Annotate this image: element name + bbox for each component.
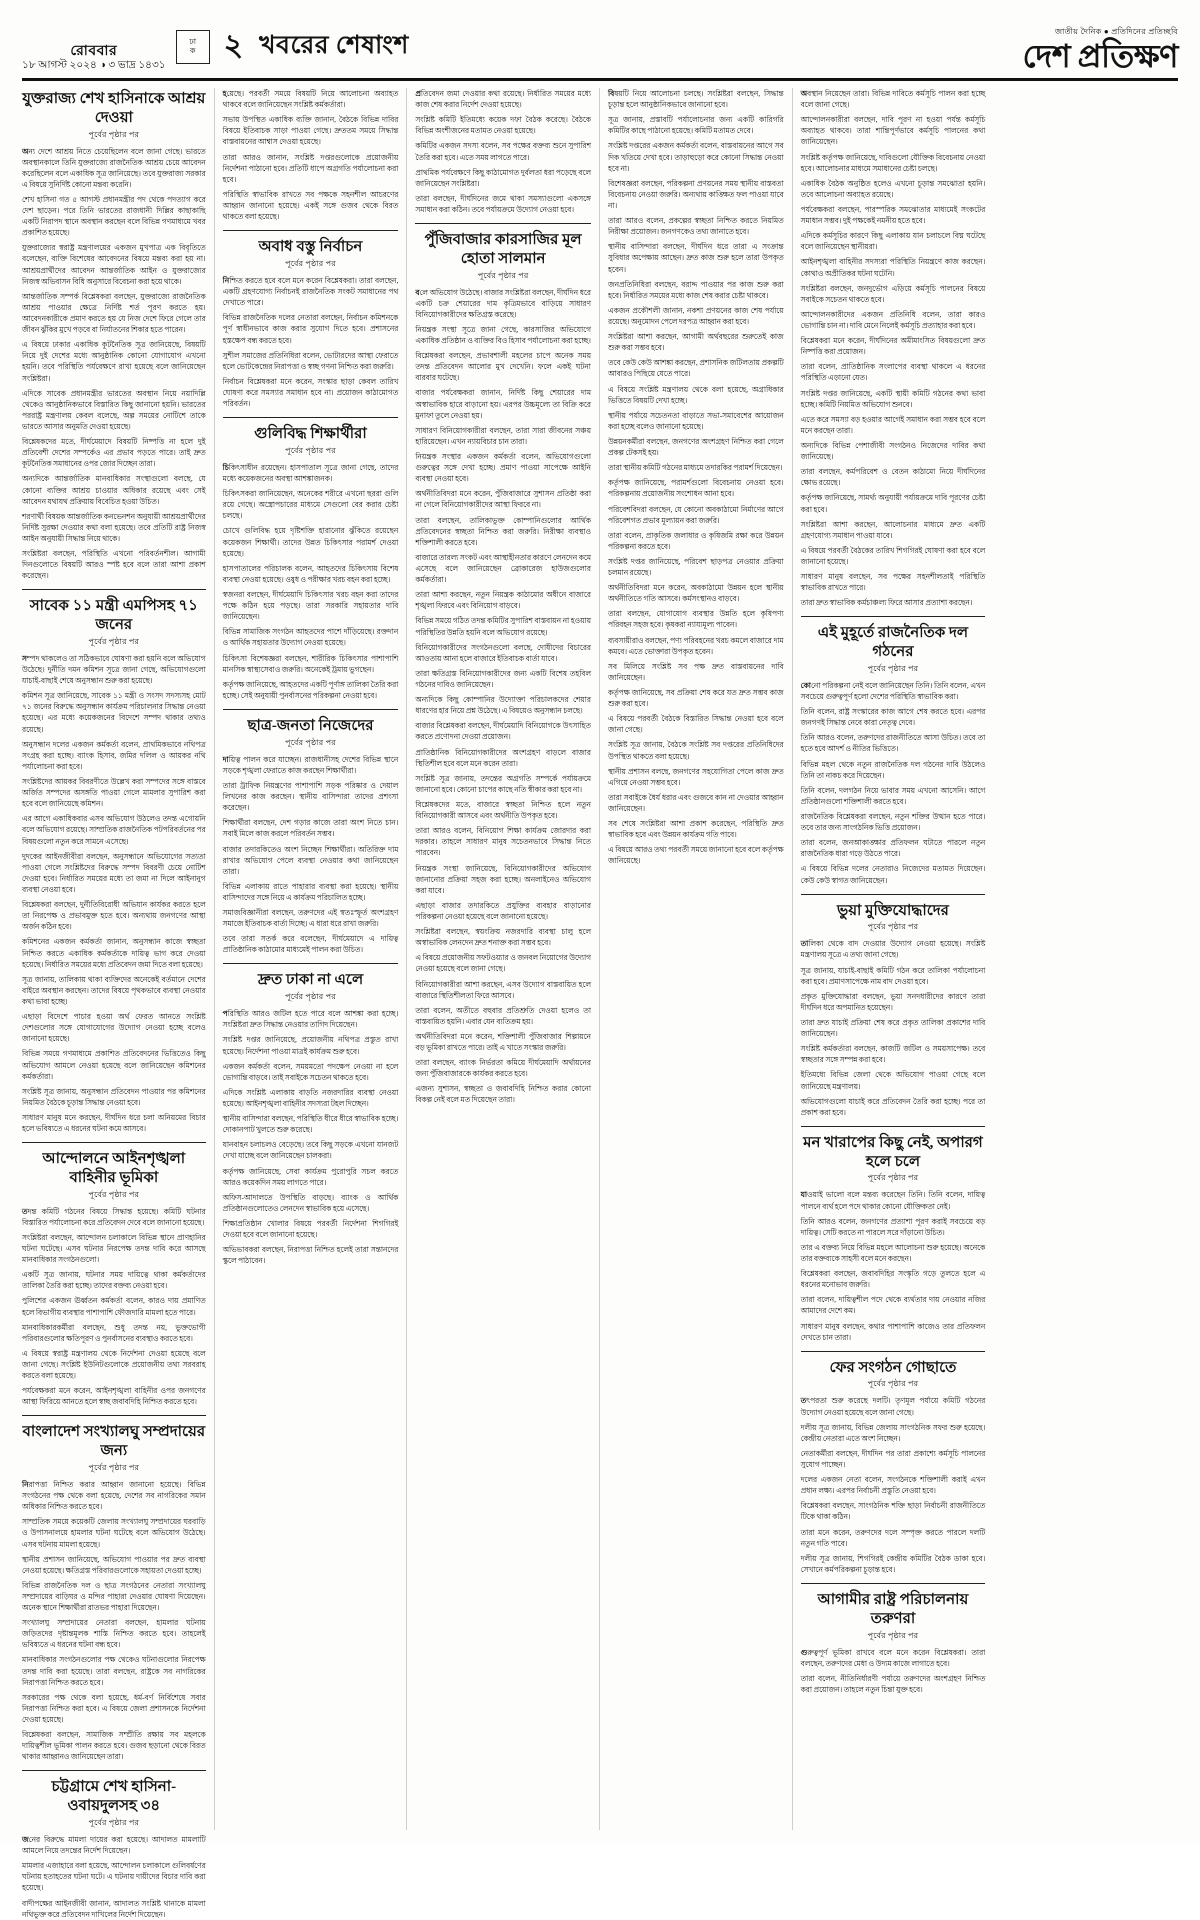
article-byline: পূর্বের পৃষ্ঠার পর xyxy=(867,663,919,673)
article-paragraph: তারা স্থানীয় কমিটি গঠনের মাধ্যমে তদারকির পরামর্শ দিয়েছেন। xyxy=(607,463,783,473)
article-paragraph: মানবাধিকারকর্মীরা বলছেন, শুধু তদন্ত নয়, ভুক্তভোগী পরিবারগুলোর ক্ষতিপূরণ ও পুনর্বাসনের ব্যবস্থাও করতে হবে। xyxy=(22,1322,206,1343)
article-paragraph: সংশ্লিষ্টরা বলছেন, আন্দোলন চলাকালে বিভিন্ন স্থানে প্রাণহানির ঘটনা ঘটেছে। এসব ঘটনার নিরপেক্ষ তদন্ত দাবি করে আসছে মানবাধিকার সংগঠনগুলো। xyxy=(22,1232,206,1265)
article-paragraph: একজন প্রকৌশলী জানান, নকশা প্রণয়নের কাজ শেষ পর্যায়ে রয়েছে। অনুমোদন পেলে দরপত্র আহ্বান করা হবে। xyxy=(607,305,784,326)
article-paragraph: রাজনৈতিক বিশ্লেষকরা বলছেন, নতুন শক্তির উত্থান হতে পারে। তবে তার জন্য সাংগঠনিক ভিত্তি প্রয়োজন। xyxy=(800,811,986,833)
article-paragraph: তার এ বক্তব্য নিয়ে বিভিন্ন মহলে আলোচনা শুরু হয়েছে। অনেকে তার বক্তব্যকে সাহসী বলে মনে করছেন। xyxy=(800,1242,986,1263)
article-paragraph: সংশ্লিষ্ট দপ্তরের একজন কর্মকর্তা বলেন, বাস্তবায়নের আগে সব দিক খতিয়ে দেখা হবে। তাড়াহুড়ো করে কোনো সিদ্ধান্ত নেওয়া হবে না। xyxy=(607,141,784,173)
article-paragraph: সংশ্লিষ্টরা বলছেন, জনদুর্ভোগ এড়িয়ে কর্মসূচি পালনের বিষয়ে সবাইকে সচেতন থাকতে হবে। xyxy=(800,283,986,304)
article-headline[interactable]: যুক্তরাজ্য শেখ হাসিনাকে আশ্রয় দেওয়া xyxy=(22,91,206,126)
article-byline: পূর্বের পৃষ্ঠার পর xyxy=(285,445,336,455)
article-paragraph: অন্য দেশে আশ্রয় নিতে চেয়েছিলেন বলে জানা গেছে। ভারতে অবস্থানকালে তিনি যুক্তরাজ্যে রাজনৈতিক আশ্রয় চেয়ে আবেদন করেছিলেন বলে একাধিক সূত্র জানিয়েছে। তবে যুক্তরাজ্য সরকার এ বিষয়ে সুনির্দিষ্ট কোনো মন্তব্য করেনি। xyxy=(22,146,206,189)
article-paragraph: কর্তৃপক্ষ জানিয়েছে, সব প্রক্রিয়া শেষ করে যত দ্রুত সম্ভব কাজ শুরু করা হবে। xyxy=(607,688,784,709)
article-paragraph: তারা বলছেন, তালিকাভুক্ত কোম্পানিগুলোর আর্থিক প্রতিবেদনের স্বচ্ছতা নিশ্চিত করা জরুরি। নিরীক্ষা ব্যবস্থাও শক্তিশালী করতে হবে। xyxy=(415,515,591,547)
article-paragraph: যুক্তরাজ্যের স্বরাষ্ট্র মন্ত্রণালয়ের একজন মুখপাত্র এক বিবৃতিতে বলেছেন, ব্যক্তি বিশেষের আবেদনের বিষয়ে মন্তব্য করা হয় না। আশ্রয়প্রার্থীদের আবেদন আন্তর্জাতিক আইন ও যুক্তরাজ্যের নিজস্ব অভিবাসন বিধি অনুসারে বিবেচনা করা হয়ে থাকে। xyxy=(22,243,206,286)
edition-badge-line2: ক xyxy=(189,45,196,55)
article-paragraph: সরকারের পক্ষ থেকে বলা হয়েছে, ধর্ম-বর্ণ নির্বিশেষে সবার নিরাপত্তা নিশ্চিত করা হবে। এ বিষয়ে জেলা প্রশাসনকে নির্দেশনা দেওয়া হয়েছে। xyxy=(22,1692,206,1725)
article-paragraph: স্বজনরা বলছেন, দীর্ঘমেয়াদি চিকিৎসার খরচ বহন করা তাদের পক্ষে কঠিন হয়ে পড়ছে। তারা সরকারি সহায়তার দাবি জানিয়েছেন। xyxy=(222,590,399,622)
article-paragraph: একাধিক বৈঠক অনুষ্ঠিত হলেও এখনো চূড়ান্ত সমঝোতা হয়নি। তবে আলোচনা অব্যাহত রয়েছে। xyxy=(800,178,986,199)
article-paragraph: কর্তৃপক্ষ জানিয়েছে, সামর্থ্য অনুযায়ী পর্যায়ক্রমে দাবি পূরণের চেষ্টা করা হবে। xyxy=(800,493,986,514)
article-paragraph: নিয়ন্ত্রক সংস্থার একজন কর্মকর্তা বলেন, অভিযোগগুলো গুরুত্বের সঙ্গে দেখা হচ্ছে। প্রমাণ পাওয়া সাপেক্ষে আইনি ব্যবস্থা নেওয়া হবে। xyxy=(415,452,591,484)
article-paragraph: নিশ্চিত করতে হবে বলে মনে করেন বিশ্লেষকরা। তারা বলছেন, একটি গ্রহণযোগ্য নির্বাচনই রাজনৈতিক সংকট সমাধানের পথ দেখাতে পারে। xyxy=(222,275,399,308)
article-paragraph: বিষয়টি নিয়ে আলোচনা চলছে। সংশ্লিষ্টরা বলছেন, সিদ্ধান্ত চূড়ান্ত হলে আনুষ্ঠানিকভাবে জানানো হবে। xyxy=(607,89,784,110)
article-paragraph: ইতিমধ্যে বিভিন্ন জেলা থেকে অভিযোগ পাওয়া গেছে বলে জানিয়েছে মন্ত্রণালয়। xyxy=(800,1070,986,1091)
article-paragraph: দলের একজন নেতা বলেন, সংগঠনকে শক্তিশালী করাই এখন প্রধান লক্ষ্য। এরপর নির্বাচনী প্রস্তুতি নেওয়া হবে। xyxy=(800,1475,986,1496)
article-paragraph: সংশ্লিষ্ট কর্তৃপক্ষ জানিয়েছে, দাবিগুলো যৌক্তিক বিবেচনায় নেওয়া হবে। আলোচনার মাধ্যমে সমাধানের চেষ্টা চলছে। xyxy=(800,152,986,173)
article-paragraph: এদিকে সংশ্লিষ্ট এলাকায় বাড়তি নজরদারির ব্যবস্থা নেওয়া হয়েছে। আইনশৃঙ্খলা বাহিনীর সদস্যরা টহল দিচ্ছেন। xyxy=(222,1087,399,1108)
article-paragraph: এ বিষয়ে প্রয়োজনীয় সফটওয়্যার ও জনবল নিয়োগের উদ্যোগ নেওয়া হয়েছে বলে জানা গেছে। xyxy=(415,953,591,974)
article-paragraph: বিশ্লেষকদের মতে, দীর্ঘমেয়াদে বিষয়টি নিষ্পত্তি না হলে দুই প্রতিবেশী দেশের সম্পর্কেও এর প্রভাব পড়তে পারে। তাই দ্রুত কূটনৈতিক সমাধানের ওপর জোর দিচ্ছেন তারা। xyxy=(22,437,206,469)
article-paragraph: কমিটির একজন সদস্য বলেন, সব পক্ষের বক্তব্য শুনে সুপারিশ তৈরি করা হবে। এতে সময় লাগতে পারে। xyxy=(415,141,591,162)
article-paragraph: সংশ্লিষ্টরা বলছেন, পরিস্থিতি এখনো পরিবর্তনশীল। আগামী দিনগুলোতে বিষয়টি আরও স্পষ্ট হবে বলে তারা আশা প্রকাশ করেছেন। xyxy=(22,549,206,581)
article-paragraph: পুলিশের একজন ঊর্ধ্বতন কর্মকর্তা বলেন, কারও দায় প্রমাণিত হলে বিভাগীয় ব্যবস্থার পাশাপাশি ফৌজদারি মামলা হতে পারে। xyxy=(22,1296,206,1317)
article-paragraph: চিকিৎসকরা জানিয়েছেন, অনেকের শরীরে এখনো ছররা গুলি রয়ে গেছে। অস্ত্রোপচারের মাধ্যমে সেগুলো বের করার চেষ্টা চলছে। xyxy=(222,489,399,521)
article-paragraph: তারা বলছেন, যোগাযোগ ব্যবস্থার উন্নতি হলে কৃষিপণ্য পরিবহন সহজ হবে। কৃষকরা ন্যায্যমূল্য পাবেন। xyxy=(607,609,784,630)
article-paragraph: সংখ্যালঘু সম্প্রদায়ের নেতারা বলছেন, হামলার ঘটনায় জড়িতদের দৃষ্টান্তমূলক শাস্তি নিশ্চিত করতে হবে। তাহলেই ভবিষ্যতে এ ধরনের ঘটনা বন্ধ হবে। xyxy=(22,1618,206,1650)
article-headline[interactable]: এই মুহূর্তে রাজনৈতিক দল গঠনের xyxy=(801,616,986,662)
article-paragraph: কর্তৃপক্ষ জানিয়েছে, সেবা কার্যক্রম পুরোপুরি সচল করতে আরও কয়েকদিন সময় লাগতে পারে। xyxy=(222,1166,399,1187)
article-paragraph: স্থানীয় প্রশাসন জানিয়েছে, অভিযোগ পাওয়ার পর দ্রুত ব্যবস্থা নেওয়া হয়েছে। ক্ষতিগ্রস্ত পরিবারগুলোকে সহায়তা দেওয়া হচ্ছে। xyxy=(22,1554,206,1575)
article-paragraph: তারা সবাইকে ধৈর্য ধরার এবং গুজবে কান না দেওয়ার আহ্বান জানিয়েছেন। xyxy=(607,792,784,814)
article-paragraph: শিক্ষার্থীরা বলছেন, দেশ গড়ার কাজে তারা অংশ নিতে চান। সবাই মিলে কাজ করলে পরিবর্তন সম্ভব। xyxy=(222,818,399,839)
article-byline: পূর্বের পৃষ্ঠার পর xyxy=(867,1630,919,1640)
article-paragraph: পর্যবেক্ষকরা বলছেন, পারস্পরিক সমঝোতার মাধ্যমেই সংকটের সমাধান সম্ভব। দুই পক্ষকেই নমনীয় হতে হবে। xyxy=(800,204,986,226)
article-paragraph: অর্থনীতিবিদরা মনে করেন, অবকাঠামো উন্নয়ন হলে স্থানীয় অর্থনীতিতে গতি আসবে। কর্মসংস্থানও বাড়বে। xyxy=(607,583,784,604)
article-headline[interactable]: মন খারাপের কিছু নেই, অপারগ হলে চলে xyxy=(801,1126,986,1172)
article-paragraph: বিশ্লেষকরা বলছেন, সাংগঠনিক শক্তি ছাড়া নির্বাচনী রাজনীতিতে টিকে থাকা কঠিন। xyxy=(800,1501,986,1522)
article-paragraph: পর্যবেক্ষকরা মনে করেন, আইনশৃঙ্খলা বাহিনীর ওপর জনগণের আস্থা ফিরিয়ে আনতে হলে স্বচ্ছ জবাবদিহি নিশ্চিত করতে হবে। xyxy=(22,1386,206,1407)
article-paragraph: বিভিন্ন রাজনৈতিক দল ও ছাত্র সংগঠনের নেতারা সংখ্যালঘু সম্প্রদায়ের বাড়িঘর ও মন্দির পাহারা দেওয়ার ঘোষণা দিয়েছেন। অনেক স্থানে শিক্ষার্থীরা রাতভর পাহারা দিয়েছেন। xyxy=(22,1580,206,1613)
article-paragraph: তবে কেউ কেউ আশঙ্কা করছেন, প্রশাসনিক জটিলতায় প্রকল্পটি আবারও পিছিয়ে যেতে পারে। xyxy=(607,358,784,379)
article-paragraph: এ বিষয়ে স্বরাষ্ট্র মন্ত্রণালয় থেকে নির্দেশনা দেওয়া হয়েছে বলে জানা গেছে। সংশ্লিষ্ট ইউনিটগুলোকে প্রয়োজনীয় তথ্য সরবরাহ করতে বলা হয়েছে। xyxy=(22,1348,206,1381)
article-paragraph: যাওয়াই ভালো বলে মন্তব্য করেছেন তিনি। তিনি বলেন, দায়িত্ব পালনে ব্যর্থ হলে পদে থাকার কোনো যৌক্তিকতা নেই। xyxy=(800,1190,986,1211)
article-paragraph: পরিস্থিতি স্বাভাবিক রাখতে সব পক্ষকে সহনশীল আচরণের আহ্বান জানানো হয়েছে। একই সঙ্গে গুজব থেকে বিরত থাকতে বলা হয়েছে। xyxy=(222,189,399,222)
article-paragraph: বাজার বিশ্লেষকরা বলছেন, দীর্ঘমেয়াদি বিনিয়োগকে উৎসাহিত করতে প্রণোদনা দেওয়া প্রয়োজন। xyxy=(415,721,591,742)
article-paragraph: তারা দ্রুত যাচাই প্রক্রিয়া শেষ করে প্রকৃত তালিকা প্রকাশের দাবি জানিয়েছেন। xyxy=(800,1018,986,1039)
article-paragraph: বাজারে তারল্য সংকট এবং আস্থাহীনতার কারণে লেনদেন কমে এসেছে বলে জানিয়েছেন ব্রোকারেজ হাউজগুলোর কর্মকর্তারা। xyxy=(415,552,591,585)
article-paragraph: তিনি আরও বলেন, জনগণের প্রত্যাশা পূরণ করাই সবচেয়ে বড় দায়িত্ব। সেটি করতে না পারলে সরে দাঁড়ানো উচিত। xyxy=(800,1216,986,1237)
article-byline: পূর্বের পৃষ্ঠার পর xyxy=(285,992,336,1002)
masthead-right xyxy=(1022,26,1178,72)
article-paragraph: সংশ্লিষ্টরা আশা করছেন, আলোচনার মাধ্যমে দ্রুত একটি গ্রহণযোগ্য সমাধান পাওয়া যাবে। xyxy=(800,519,986,540)
masthead-tagline: জাতীয় দৈনিক ● প্রতিদিনের প্রতিচ্ছবি xyxy=(1054,27,1178,36)
article-paragraph: তিনি বলেন, রাষ্ট্র সংস্কারের কাজ আগে শেষ করতে হবে। এরপর জনগণই সিদ্ধান্ত নেবে কারা নেতৃত্ব দেবে। xyxy=(800,707,986,728)
article-paragraph: তারা আশা করছেন, নতুন নিয়ন্ত্রক কাঠামোর অধীনে বাজারে শৃঙ্খলা ফিরবে এবং বিনিয়োগ বাড়বে। xyxy=(415,590,591,611)
article-paragraph: সব মিলিয়ে সংশ্লিষ্ট সব পক্ষ দ্রুত বাস্তবায়নের দাবি জানিয়েছেন। xyxy=(607,661,784,682)
article-paragraph: অর্থনীতিবিদরা মনে করেন, শক্তিশালী পুঁজিবাজার শিল্পায়নে বড় ভূমিকা রাখতে পারে। তাই এ খাতে সংস্কার জরুরি। xyxy=(415,1031,591,1053)
page-number: ২ xyxy=(223,29,244,62)
article-paragraph: সাধারণ বিনিয়োগকারীরা বলছেন, তারা সারা জীবনের সঞ্চয় হারিয়েছেন। এখন ন্যায়বিচার চান তারা। xyxy=(415,425,591,446)
article-paragraph: বলে অভিযোগ উঠেছে। বাজার সংশ্লিষ্টরা বলছেন, দীর্ঘদিন ধরে একটি চক্র শেয়ারের দাম কৃত্রিমভাবে বাড়িয়ে সাধারণ বিনিয়োগকারীদের ক্ষতিগ্রস্ত করেছে। xyxy=(415,287,591,319)
article-paragraph: আন্দোলনকারীরা বলছেন, দাবি পূরণ না হওয়া পর্যন্ত কর্মসূচি অব্যাহত থাকবে। তারা শান্তিপূর্ণভাবে কর্মসূচি পালনের কথা জানিয়েছেন। xyxy=(800,115,986,147)
article-paragraph: কর্তৃপক্ষ জানিয়েছে, আহতদের একটি পূর্ণাঙ্গ তালিকা তৈরি করা হচ্ছে। সেই অনুযায়ী পুনর্বাসনের পরিকল্পনা নেওয়া হবে। xyxy=(222,679,399,700)
article-headline[interactable]: অবাধ বস্তু নির্বাচন xyxy=(223,230,399,257)
article-byline: পূর্বের পৃষ্ঠার পর xyxy=(477,270,529,280)
section-title: খবরের শেষাংশ xyxy=(259,32,409,59)
article-paragraph: এতে করে সমস্যা বড় হওয়ার আগেই সমাধান করা সম্ভব হবে বলে মনে করছেন তারা। xyxy=(800,414,986,435)
article-paragraph: নিয়ন্ত্রক সংস্থা জানিয়েছে, বিনিয়োগকারীদের অভিযোগ জানানোর প্রক্রিয়া সহজ করা হচ্ছে। অনলাইনেও অভিযোগ করা যাবে। xyxy=(415,863,591,895)
article-paragraph: সংশ্লিষ্ট কর্মকর্তারা বলছেন, কাজটি জটিল ও সময়সাপেক্ষ। তবে স্বচ্ছতার সঙ্গে সম্পন্ন করা হবে। xyxy=(800,1044,986,1065)
article-paragraph: অর্থনীতিবিদরা মনে করেন, পুঁজিবাজারে সুশাসন প্রতিষ্ঠা করা না গেলে বিনিয়োগকারীদের আস্থা ফিরবে না। xyxy=(415,489,591,510)
article-paragraph: পরিস্থিতি আরও জটিল হতে পারে বলে আশঙ্কা করা হচ্ছে। সংশ্লিষ্টরা দ্রুত সিদ্ধান্ত নেওয়ার তাগিদ দিয়েছেন। xyxy=(222,1009,399,1030)
masthead-dateblock xyxy=(22,44,166,72)
article-paragraph: বিশেষজ্ঞরা বলছেন, পরিকল্পনা প্রণয়নের সময় স্থানীয় বাস্তবতা বিবেচনায় নেওয়া জরুরি। অন্যথায় কাঙ্ক্ষিত ফল পাওয়া যাবে না। xyxy=(607,178,784,210)
masthead-day: রোববার xyxy=(70,43,118,59)
article-paragraph: সূত্র জানায়, প্রস্তাবটি পর্যালোচনার জন্য একটি কারিগরি কমিটির কাছে পাঠানো হয়েছে। কমিটি মতামত দেবে। xyxy=(607,115,784,136)
article-paragraph: সাধারণ মানুষ বলছেন, কথার পাশাপাশি কাজেও তার প্রতিফলন দেখতে চান তারা। xyxy=(800,1321,986,1342)
article-paragraph: বাজার তদারকিতেও অংশ নিচ্ছেন শিক্ষার্থীরা। অতিরিক্ত দাম রাখার অভিযোগ পেলে ব্যবস্থা নেওয়ার কথা জানিয়েছেন তারা। xyxy=(222,844,399,876)
article-paragraph: সংশ্লিষ্ট দপ্তর জানিয়েছে, প্রয়োজনীয় নথিপত্র প্রস্তুত রাখা হয়েছে। নির্দেশনা পাওয়া মাত্রই কার্যক্রম শুরু হবে। xyxy=(222,1035,399,1056)
article-paragraph: দুদকের আইনজীবীরা বলছেন, অনুসন্ধানে অভিযোগের সত্যতা পাওয়া গেলে সংশ্লিষ্টদের বিরুদ্ধে সম্পদ বিবরণী চেয়ে নোটিশ দেওয়া হবে। নির্ধারিত সময়ের মধ্যে তা জমা না দিলে আইনানুগ ব্যবস্থা নেওয়া হবে। xyxy=(22,851,206,895)
article-paragraph: একজন কর্মকর্তা বলেন, সময়মতো পদক্ষেপ নেওয়া না হলে ভোগান্তি বাড়বে। তাই সবাইকে সচেতন থাকতে হবে। xyxy=(222,1061,399,1082)
article-paragraph: সংশ্লিষ্ট দপ্তর জানিয়েছে, একটি স্থায়ী কমিটি গঠনের কথা ভাবা হচ্ছে। কমিটি নিয়মিত অভিযোগ শুনবে। xyxy=(800,388,986,409)
article-paragraph: তারা বলেন, অতীতে বহুবার প্রতিশ্রুতি দেওয়া হলেও তা বাস্তবায়িত হয়নি। এবার যেন ব্যতিক্রম হয়। xyxy=(415,1005,591,1026)
article-columns xyxy=(22,88,1178,1919)
article-paragraph: অন্যদিকে আন্তর্জাতিক মানবাধিকার সংস্থাগুলো বলছে, যে কোনো ব্যক্তির আশ্রয় চাওয়ার অধিকার রয়েছে এবং সেই আবেদন যথাযথ প্রক্রিয়ায় বিবেচিত হওয়া উচিত। xyxy=(22,474,206,506)
article-paragraph: কর্তৃপক্ষ জানিয়েছে, পরামর্শগুলো বিবেচনায় নেওয়া হবে। পরিকল্পনায় প্রয়োজনীয় সংশোধন আনা হবে। xyxy=(607,478,784,499)
article-paragraph: সভায় উপস্থিত একাধিক ব্যক্তি জানান, বৈঠকে বিভিন্ন দাবির বিষয়ে ইতিবাচক সাড়া পাওয়া গেছে। দ্রুততম সময়ে সিদ্ধান্ত বাস্তবায়নের আশ্বাস দেওয়া হয়েছে। xyxy=(222,115,399,147)
article-paragraph: অন্যদিকে কিছু কোম্পানির উদ্যোক্তা পরিচালকদের শেয়ার ধারণের হার নিয়ে প্রশ্ন উঠেছে। এ বিষয়েও অনুসন্ধান চলছে। xyxy=(415,695,591,716)
article-paragraph: বিভিন্ন সামাজিক সংগঠন আহতদের পাশে দাঁড়িয়েছে। রক্তদান ও আর্থিক সহায়তার উদ্যোগ নেওয়া হয়েছে। xyxy=(222,627,399,648)
column-3 xyxy=(407,88,600,1830)
edition-badge-line1: ঢা xyxy=(189,37,197,47)
article-paragraph: বিশ্লেষকরা বলছেন, দুর্নীতিবিরোধী অভিযান কার্যকর করতে হলে তা নিরপেক্ষ ও প্রভাবমুক্ত হতে হবে। অন্যথায় জনগণের আস্থা অর্জন কঠিন হবে। xyxy=(22,900,206,932)
article-paragraph: দলীয় সূত্র জানায়, বিভিন্ন জেলায় সাংগঠনিক সফর শুরু হয়েছে। কেন্দ্রীয় নেতারা এতে অংশ নিচ্ছেন। xyxy=(800,1422,986,1443)
article-byline: পূর্বের পৃষ্ঠার পর xyxy=(285,258,336,268)
article-paragraph: এ বিষয়ে সংশ্লিষ্ট মন্ত্রণালয় থেকে বলা হয়েছে, অগ্রাধিকার ভিত্তিতে বিষয়টি দেখা হচ্ছে। xyxy=(607,384,784,405)
article-paragraph: সংশ্লিষ্ট কমিটি ইতিমধ্যে কয়েক দফা বৈঠক করেছে। বৈঠকে বিভিন্ন অংশীজনের মতামত নেওয়া হয়েছে। xyxy=(415,115,591,136)
column-1 xyxy=(22,88,215,1919)
article-paragraph: নিয়ন্ত্রক সংস্থা সূত্রে জানা গেছে, কারসাজির অভিযোগে একাধিক প্রতিষ্ঠান ও ব্যক্তির বিও হিসাব পর্যালোচনা করা হচ্ছে। xyxy=(415,324,591,346)
article-paragraph: তারা বলেন, প্রাকৃতিক জলাধার ও কৃষিজমি রক্ষা করে উন্নয়ন পরিকল্পনা করতে হবে। xyxy=(607,530,784,551)
article-paragraph: বিশ্লেষকরা বলছেন, জবাবদিহির সংস্কৃতি গড়ে তুলতে হলে এ ধরনের মনোভাব জরুরি। xyxy=(800,1269,986,1290)
article-paragraph: সাধারণ মানুষ মনে করছেন, দীর্ঘদিন ধরে চলা অনিয়মের বিচার হলে ভবিষ্যতে এ ধরনের ঘটনা কমে আসবে। xyxy=(22,1112,206,1134)
article-paragraph: সংশ্লিষ্টরা বলছেন, স্বয়ংক্রিয় নজরদারি ব্যবস্থা চালু হলে অস্বাভাবিক লেনদেন দ্রুত শনাক্ত করা সম্ভব হবে। xyxy=(415,927,591,948)
article-byline: পূর্বের পৃষ্ঠার পর xyxy=(867,1379,919,1389)
article-paragraph: এ বিষয়ে ঢাকার একাধিক কূটনৈতিক সূত্র জানিয়েছে, বিষয়টি নিয়ে দুই দেশের মধ্যে আনুষ্ঠানিক কোনো যোগাযোগ এখনো হয়নি। তবে পরিস্থিতি পর্যবেক্ষণে রাখা হয়েছে বলে জানিয়েছেন সংশ্লিষ্টরা। xyxy=(22,340,206,383)
article-headline[interactable]: ফের সংগঠন গোছাতে xyxy=(801,1351,986,1378)
article-paragraph: সূত্র জানায়, তালিকায় থাকা ব্যক্তিদের অনেকেই বর্তমানে দেশের বাইরে অবস্থান করছেন। তাদের বিষয়ে পৃথকভাবে ব্যবস্থা নেওয়ার কথা ভাবা হচ্ছে। xyxy=(22,974,206,1006)
article-paragraph: স্থানীয় প্রশাসন বলছে, জনগণের সহযোগিতা পেলে কাজ দ্রুত এগিয়ে নেওয়া সম্ভব হবে। xyxy=(607,766,784,787)
article-paragraph: সম্পদ থাকলেও তা সঠিকভাবে ঘোষণা করা হয়নি বলে অভিযোগ উঠেছে। দুর্নীতি দমন কমিশন সূত্রে জানা গেছে, অভিযোগগুলো যাচাই-বাছাই শেষে অনুসন্ধান শুরু করা হয়েছে। xyxy=(22,653,206,686)
article-byline: পূর্বের পৃষ্ঠার পর xyxy=(867,1173,919,1183)
article-paragraph: সংশ্লিষ্ট সূত্র জানায়, অনুসন্ধান প্রতিবেদন পাওয়ার পর কমিশনের নিয়মিত বৈঠকে চূড়ান্ত সিদ্ধান্ত নেওয়া হবে। xyxy=(22,1086,206,1107)
article-paragraph: তিনি বলেন, দলগঠন নিয়ে ভাবার সময় এখনো আসেনি। আগে প্রতিষ্ঠানগুলো শক্তিশালী করতে হবে। xyxy=(800,785,986,806)
article-headline[interactable]: বাংলাদেশ সংখ্যালঘু সম্প্রদায়ের জন্য xyxy=(22,1415,206,1461)
article-paragraph: শিক্ষাপ্রতিষ্ঠান খোলার বিষয়ে পরবর্তী নির্দেশনা শিগগিরই দেওয়া হবে বলে জানানো হয়েছে। xyxy=(222,1218,399,1240)
article-paragraph: যানবাহন চলাচলও বেড়েছে। তবে কিছু সড়কে এখনো যানজট দেখা যাচ্ছে বলে জানিয়েছেন চালকরা। xyxy=(222,1140,399,1161)
article-headline[interactable]: আন্দোলনে আইনশৃঙ্খলা বাহিনীর ভূমিকা xyxy=(22,1142,206,1188)
article-headline[interactable]: সাবেক ১১ মন্ত্রী এমপিসহ ৭১ জনের xyxy=(22,589,206,635)
masthead xyxy=(22,18,1178,81)
article-paragraph: তারা বলছেন, দীর্ঘদিনের জমে থাকা সমস্যাগুলো একসঙ্গে সমাধান করা কঠিন। তবে পর্যায়ক্রমে উদ্যোগ নেওয়া হবে। xyxy=(415,193,591,214)
article-paragraph: দলীয় সূত্র জানায়, শিগগিরই কেন্দ্রীয় কমিটির বৈঠক ডাকা হবে। সেখানে কর্মপরিকল্পনা চূড়ান্ত হবে। xyxy=(800,1553,986,1574)
article-paragraph: প্রাতিষ্ঠানিক বিনিয়োগকারীদের অংশগ্রহণ বাড়লে বাজার স্থিতিশীল হবে বলে মনে করেন তারা। xyxy=(415,747,591,768)
article-paragraph: নেতাকর্মীরা বলছেন, দীর্ঘদিন পর তারা প্রকাশ্যে কর্মসূচি পালনের সুযোগ পাচ্ছেন। xyxy=(800,1448,986,1470)
article-paragraph: প্রাথমিক পর্যবেক্ষণে কিছু কাঠামোগত দুর্বলতা ধরা পড়েছে বলে জানিয়েছেন সংশ্লিষ্টরা। xyxy=(415,167,591,188)
article-paragraph: এজন্য সুশাসন, স্বচ্ছতা ও জবাবদিহি নিশ্চিত করার কোনো বিকল্প নেই বলে মত দিয়েছেন তারা। xyxy=(415,1084,591,1105)
article-paragraph: তারা বলেন, নীতিনির্ধারণী পর্যায়ে তরুণদের অংশগ্রহণ নিশ্চিত করা প্রয়োজন। তাহলে নতুন চিন্তা যুক্ত হবে। xyxy=(800,1673,986,1694)
article-paragraph: অনুসন্ধান দলের একজন কর্মকর্তা বলেন, প্রাথমিকভাবে নথিপত্র সংগ্রহ করা হচ্ছে। ব্যাংক হিসাব, জমির দলিল ও আয়কর নথি পর্যালোচনা করা হবে। xyxy=(22,739,206,771)
article-paragraph: এ বিষয়ে পরবর্তী বৈঠকে বিস্তারিত সিদ্ধান্ত নেওয়া হবে বলে জানা গেছে। xyxy=(607,714,784,735)
article-byline: পূর্বের পৃষ্ঠার পর xyxy=(867,922,919,932)
article-paragraph: সুশীল সমাজের প্রতিনিধিরা বলেন, ভোটারদের আস্থা ফেরাতে হলে ভোটকেন্দ্রের নিরাপত্তা ও স্বচ্ছ গণনা নিশ্চিত করা জরুরি। xyxy=(222,350,399,371)
article-paragraph: বিভিন্ন রাজনৈতিক দলের নেতারা বলছেন, নির্বাচন কমিশনকে পূর্ণ স্বাধীনভাবে কাজ করার সুযোগ দিতে হবে। প্রশাসনের হস্তক্ষেপ বন্ধ করতে হবে। xyxy=(222,313,399,345)
article-paragraph: বিভিন্ন এলাকায় রাতে পাহারার ব্যবস্থা করা হয়েছে। স্থানীয় বাসিন্দাদের সঙ্গে নিয়ে এ কার্যক্রম পরিচালিত হচ্ছে। xyxy=(222,881,399,902)
article-paragraph: তারা ক্ষতিগ্রস্ত বিনিয়োগকারীদের জন্য একটি বিশেষ তহবিল গঠনের দাবিও জানিয়েছেন। xyxy=(415,668,591,689)
article-paragraph: অবস্থান নিয়েছেন তারা। বিভিন্ন দাবিতে কর্মসূচি পালন করা হচ্ছে বলে জানা গেছে। xyxy=(800,89,986,110)
article-paragraph: সাধারণ মানুষ বলছেন, সব পক্ষের সহনশীলতাই পরিস্থিতি স্বাভাবিক রাখতে পারে। xyxy=(800,572,986,593)
article-paragraph: প্রকৃত মুক্তিযোদ্ধারা বলছেন, ভুয়া সনদধারীদের কারণে তারা দীর্ঘদিন ধরে অপমানিত হয়েছেন। xyxy=(800,991,986,1012)
article-paragraph: সমাজবিজ্ঞানীরা বলছেন, তরুণদের এই স্বতঃস্ফূর্ত অংশগ্রহণ সমাজে ইতিবাচক বার্তা দিচ্ছে। এ ধারা ধরে রাখা জরুরি। xyxy=(222,908,399,929)
article-byline: পূর্বের পৃষ্ঠার পর xyxy=(88,636,140,646)
article-paragraph: অভিভাবকরা বলছেন, নিরাপত্তা নিশ্চিত হলেই তারা সন্তানদের স্কুলে পাঠাবেন। xyxy=(222,1245,399,1266)
article-paragraph: বিভিন্ন মহল থেকে নতুন রাজনৈতিক দল গঠনের দাবি উঠলেও তিনি তা নাকচ করে দিয়েছেন। xyxy=(800,759,986,780)
article-paragraph: এ বিষয়ে বিভিন্ন দলের নেতারাও নিজেদের মতামত দিয়েছেন। কেউ কেউ স্বাগত জানিয়েছেন। xyxy=(800,864,986,885)
article-byline: পূর্বের পৃষ্ঠার পর xyxy=(285,737,336,747)
article-paragraph: হাসপাতালের পরিচালক বলেন, আহতদের চিকিৎসায় বিশেষ ব্যবস্থা নেওয়া হয়েছে। ওষুধ ও পরীক্ষার খরচ বহন করা হচ্ছে। xyxy=(222,563,399,584)
article-paragraph: চিকিৎসা বিশেষজ্ঞরা বলছেন, শারীরিক চিকিৎসার পাশাপাশি মানসিক স্বাস্থ্যসেবাও জরুরি। অনেকেই ট্রমায় ভুগছেন। xyxy=(222,653,399,674)
article-paragraph: ব্যবসায়ীরাও বলছেন, পণ্য পরিবহনের খরচ কমলে বাজারে দাম কমবে। এতে ভোক্তারা উপকৃত হবেন। xyxy=(607,635,784,656)
article-paragraph: বাজার পর্যবেক্ষকরা জানান, নির্দিষ্ট কিছু শেয়ারের দাম অস্বাভাবিক হারে বাড়ানো হয়। এরপর উচ্চমূল্যে তা বিক্রি করে মুনাফা তুলে নেওয়া হয়। xyxy=(415,388,591,420)
article-paragraph: দায়িত্ব পালন করে যাচ্ছেন। রাজধানীসহ দেশের বিভিন্ন স্থানে সড়কে শৃঙ্খলা ফেরাতে কাজ করছেন শিক্ষার্থীরা। xyxy=(222,754,399,775)
article-paragraph: কমিশনের একজন কর্মকর্তা জানান, অনুসন্ধান কাজে স্বচ্ছতা নিশ্চিত করতে একাধিক কর্মকর্তাকে দায়িত্ব ভাগ করে দেওয়া হয়েছে। নির্ধারিত সময়ের মধ্যে প্রতিবেদন জমা দিতে বলা হয়েছে। xyxy=(22,937,206,969)
masthead-date: ১৮ আগস্ট ২০২৪ ◑ ৩ ভাদ্র ১৪৩১ xyxy=(22,59,166,71)
article-paragraph: বিশ্লেষকরা বলছেন, সামাজিক সম্প্রীতি রক্ষায় সব মহলকে দায়িত্বশীল ভূমিকা পালন করতে হবে। গুজব ছড়ানো থেকে বিরত থাকার আহ্বানও জানিয়েছেন তারা। xyxy=(22,1730,206,1762)
article-paragraph: শেখ হাসিনা গত ৫ আগস্ট প্রধানমন্ত্রীর পদ থেকে পদত্যাগ করে দেশ ছাড়েন। পরে তিনি ভারতের রাজধানী দিল্লির কাছাকাছি একটি নিরাপদ স্থানে অবস্থান করছেন বলে বিভিন্ন গণমাধ্যমে খবর প্রকাশিত হয়েছে। xyxy=(22,194,206,238)
article-paragraph: একটি সূত্র জানায়, ঘটনার সময় দায়িত্বে থাকা কর্মকর্তাদের তালিকা তৈরি করা হচ্ছে। তাদের বক্তব্য নেওয়া হবে। xyxy=(22,1270,206,1291)
article-paragraph: হয়েছে। পরবর্তী সময়ে বিষয়টি নিয়ে আলোচনা অব্যাহত থাকবে বলে জানিয়েছেন সংশ্লিষ্ট কর্মকর্তারা। xyxy=(222,89,399,110)
article-paragraph: কোনো পরিকল্পনা নেই বলে জানিয়েছেন তিনি। তিনি বলেন, এখন সবচেয়ে গুরুত্বপূর্ণ হলো দেশের পরিস্থিতি স্বাভাবিক করা। xyxy=(800,680,986,701)
article-paragraph: জনপ্রতিনিধিরা বলছেন, বরাদ্দ পাওয়ার পর কাজ শুরু করা হবে। নির্ধারিত সময়ের মধ্যে কাজ শেষ করার চেষ্টা থাকবে। xyxy=(607,279,784,300)
article-headline[interactable]: দ্রুত ঢাকা না এলে xyxy=(223,963,399,990)
article-paragraph: তারা ট্রাফিক নিয়ন্ত্রণের পাশাপাশি সড়ক পরিষ্কার ও দেয়াল লিখনের কাজ করছেন। স্থানীয় বাসিন্দারা তাদের প্রশংসা করেছেন। xyxy=(222,780,399,813)
article-paragraph: সংশ্লিষ্ট সূত্র জানায়, বৈঠকে সংশ্লিষ্ট সব দপ্তরের প্রতিনিধিদের উপস্থিত থাকতে বলা হয়েছে। xyxy=(607,740,784,761)
masthead-left xyxy=(22,21,409,72)
article-paragraph: বিভিন্ন সময়ে গণমাধ্যমে প্রকাশিত প্রতিবেদনের ভিত্তিতেও কিছু অভিযোগ আমলে নেওয়া হয়েছে বলে জানিয়েছেন কমিশনের কর্মকর্তারা। xyxy=(22,1049,206,1081)
article-paragraph: সংশ্লিষ্টদের আয়কর বিবরণীতে উল্লেখ করা সম্পদের সঙ্গে বাস্তবে অর্জিত সম্পদের অসঙ্গতি পাওয়া গেলে মামলার সুপারিশ করা হবে বলে জানিয়েছে কমিশন। xyxy=(22,777,206,809)
column-2 xyxy=(215,88,408,1830)
article-paragraph: তারা বলছেন, কর্মপরিবেশ ও বেতন কাঠামো নিয়ে দীর্ঘদিনের ক্ষোভ রয়েছে। xyxy=(800,467,986,488)
article-paragraph: এদিকে কর্মসূচির কারণে কিছু এলাকায় যান চলাচলে বিঘ্ন ঘটেছে বলে জানিয়েছেন স্থানীয়রা। xyxy=(800,231,986,252)
article-paragraph: আইনশৃঙ্খলা বাহিনীর সদস্যরা পরিস্থিতি নিয়ন্ত্রণে কাজ করছেন। কোথাও অপ্রীতিকর ঘটনা ঘটেনি। xyxy=(800,257,986,278)
article-paragraph: এ বিষয়ে পরবর্তী বৈঠকের তারিখ শিগগিরই ঘোষণা করা হবে বলে জানানো হয়েছে। xyxy=(800,545,986,566)
article-paragraph: স্থানীয় পর্যায়ে সচেতনতা বাড়াতে সভা-সমাবেশের আয়োজন করা হচ্ছে বলেও জানানো হয়েছে। xyxy=(607,410,784,431)
article-paragraph: তিনি আরও বলেন, তরুণদের রাজনীতিতে আসা উচিত। তবে তা হতে হবে আদর্শ ও নীতির ভিত্তিতে। xyxy=(800,733,986,754)
article-paragraph: জনের বিরুদ্ধে মামলা দায়ের করা হয়েছে। আদালত মামলাটি আমলে নিয়ে তদন্তের নির্দেশ দিয়েছেন। xyxy=(22,1834,206,1856)
article-paragraph: এ বিষয়ে আরও তথ্য পরবর্তী সময়ে জানানো হবে বলে কর্তৃপক্ষ জানিয়েছে। xyxy=(607,845,784,866)
article-paragraph: এদিকে সাবেক প্রধানমন্ত্রীর ভারতের অবস্থান নিয়ে নয়াদিল্লি থেকেও আনুষ্ঠানিকভাবে বিস্তারিত কিছু জানানো হয়নি। ভারতের পররাষ্ট্র মন্ত্রণালয় কেবল বলেছে, অল্প সময়ের নোটিশে তাকে ভারতে আসার অনুমতি দেওয়া হয়েছে। xyxy=(22,388,206,432)
article-paragraph: তারা বলেন, প্রাতিষ্ঠানিক সংলাপের ব্যবস্থা থাকলে এ ধরনের পরিস্থিতি এড়ানো যেত। xyxy=(800,362,986,383)
article-paragraph: তারা দ্রুত স্বাভাবিক কর্মচাঞ্চল্য ফিরে আসার প্রত্যাশা করছেন। xyxy=(800,598,973,608)
article-paragraph: বিশ্লেষকদের মতে, বাজারে স্বচ্ছতা নিশ্চিত হলে নতুন বিনিয়োগকারী আসবে এবং অর্থনীতি উপকৃত হবে। xyxy=(415,799,591,821)
article-paragraph: সংশ্লিষ্ট দপ্তর জানিয়েছে, পরিবেশ ছাড়পত্র নেওয়ার প্রক্রিয়া চলমান রয়েছে। xyxy=(607,556,784,578)
article-paragraph: বিনিয়োগকারীদের সংগঠনগুলো বলছে, দোষীদের বিচারের আওতায় আনা হলে বাজারে ইতিবাচক বার্তা যাবে। xyxy=(415,642,591,663)
article-paragraph: বাদীপক্ষের আইনজীবী জানান, আদালত সংশ্লিষ্ট থানাকে মামলা নথিভুক্ত করে প্রতিবেদন দাখিলের নির্দেশ দিয়েছেন। xyxy=(22,1898,206,1919)
article-paragraph: তারা বলেন, দায়িত্বশীল পদে থেকে ব্যর্থতার দায় নেওয়ার নজির আমাদের দেশে কম। xyxy=(800,1295,986,1316)
article-paragraph: তালিকা থেকে বাদ দেওয়ার উদ্যোগ নেওয়া হয়েছে। সংশ্লিষ্ট মন্ত্রণালয় সূত্রে এ তথ্য জানা গেছে। xyxy=(800,939,986,960)
article-paragraph: এর আগে একাধিকবার এসব অভিযোগ উঠলেও তদন্ত এগোয়নি বলে অভিযোগ রয়েছে। সাম্প্রতিক রাজনৈতিক পটপরিবর্তনের পর বিষয়গুলো নতুন করে সামনে এসেছে। xyxy=(22,814,206,846)
article-headline[interactable]: চট্টগ্রামে শেখ হাসিনা-ওবায়দুলসহ ৩৪ xyxy=(22,1770,206,1816)
article-byline: পূর্বের পৃষ্ঠার পর xyxy=(88,129,140,139)
article-paragraph: অভিযোগগুলো যাচাই করে প্রতিবেদন তৈরি করা হচ্ছে। পরে তা প্রকাশ করা হবে। xyxy=(800,1096,986,1117)
article-paragraph: অফিস-আদালতে উপস্থিতি বাড়ছে। ব্যাংক ও আর্থিক প্রতিষ্ঠানগুলোতেও লেনদেন স্বাভাবিক হয়ে এসেছে। xyxy=(222,1192,399,1213)
article-paragraph: শরণার্থী বিষয়ক আন্তর্জাতিক কনভেনশন অনুযায়ী আশ্রয়প্রার্থীদের নির্দিষ্ট সুরক্ষা দেওয়ার কথা বলা হয়েছে। তবে প্রতিটি রাষ্ট্র নিজস্ব আইন অনুযায়ী সিদ্ধান্ত নিয়ে থাকে। xyxy=(22,511,206,543)
article-paragraph: তারা বলছেন, ব্যাংক নির্ভরতা কমিয়ে দীর্ঘমেয়াদি অর্থায়নের জন্য পুঁজিবাজারকে কার্যকর করতে হবে। xyxy=(415,1058,591,1079)
article-paragraph: তারা বলেন, জনআকাঙ্ক্ষার প্রতিফলন ঘটাতে পারলে নতুন রাজনৈতিক ধারা গড়ে উঠতে পারে। xyxy=(800,838,986,859)
article-headline[interactable]: আগামীর রাষ্ট্র পরিচালনায় তরুণরা xyxy=(801,1583,986,1629)
article-paragraph: তারা আরও বলেন, প্রকল্পের স্বচ্ছতা নিশ্চিত করতে নিয়মিত নিরীক্ষা প্রয়োজন। জনগণকেও তথ্য জানাতে হবে। xyxy=(607,216,784,237)
article-headline[interactable]: ভুয়া মুক্তিযোদ্ধাদের xyxy=(801,894,986,921)
article-paragraph: আন্দোলনকারীদের একজন প্রতিনিধি বলেন, তারা কারও ভোগান্তি চান না। দাবি মেনে নিলেই কর্মসূচি প্রত্যাহার করা হবে। xyxy=(800,309,986,330)
article-paragraph: এছাড়া বাজার তদারকিতে প্রযুক্তির ব্যবহার বাড়ানোর পরিকল্পনা নেওয়া হয়েছে বলে জানানো হয়েছে। xyxy=(415,900,591,921)
article-paragraph: পরিবেশবিদরা বলছেন, যে কোনো অবকাঠামো নির্মাণের আগে পরিবেশগত প্রভাব মূল্যায়ন করা জরুরি। xyxy=(607,504,784,525)
article-paragraph: তারা আরও বলেন, বিনিয়োগ শিক্ষা কার্যক্রম জোরদার করা দরকার। তাহলে সাধারণ মানুষ সচেতনভাবে সিদ্ধান্ত নিতে পারবেন। xyxy=(415,826,591,858)
article-paragraph: সাম্প্রতিক সময়ে কয়েকটি জেলায় সংখ্যালঘু সম্প্রদায়ের ঘরবাড়ি ও উপাসনালয়ে হামলার ঘটনা ঘটেছে বলে অভিযোগ উঠেছে। এসব ঘটনায় মামলা হয়েছে। xyxy=(22,1517,206,1549)
article-paragraph: গুরুত্বপূর্ণ ভূমিকা রাখবে বলে মনে করেন বিশ্লেষকরা। তারা বলছেন, তরুণদের মেধা ও উদ্যম কাজে লাগাতে হবে। xyxy=(800,1647,986,1668)
article-paragraph: বিশ্লেষকরা মনে করেন, দীর্ঘদিনের অমীমাংসিত বিষয়গুলো দ্রুত নিষ্পত্তি করা প্রয়োজন। xyxy=(800,336,986,357)
article-paragraph: আন্তর্জাতিক সম্পর্ক বিশ্লেষকরা বলছেন, যুক্তরাজ্যে রাজনৈতিক আশ্রয় পাওয়ার ক্ষেত্রে নির্দিষ্ট শর্ত পূরণ করতে হয়। আবেদনকারীকে প্রমাণ করতে হয় যে নিজ দেশে ফিরে গেলে তার জীবন ঝুঁকির মুখে পড়বে বা নির্যাতনের শিকার হতে পারেন। xyxy=(22,291,206,335)
article-paragraph: তারা আরও জানান, সংশ্লিষ্ট দপ্তরগুলোকে প্রয়োজনীয় নির্দেশনা পাঠানো হবে। প্রতিটি ধাপে অগ্রগতি পর্যালোচনা করা হবে। xyxy=(222,152,399,184)
article-paragraph: তারা মনে করেন, তরুণদের দলে সম্পৃক্ত করতে পারলে দলটি নতুন গতি পাবে। xyxy=(800,1527,986,1548)
article-paragraph: সংশ্লিষ্ট সূত্র জানায়, তদন্তের অগ্রগতি সম্পর্কে পর্যায়ক্রমে জানানো হবে। কোনো চাপের কাছে নতি স্বীকার করা হবে না। xyxy=(415,773,591,794)
article-paragraph: স্থানীয় বাসিন্দারা বলছেন, দীর্ঘদিন ধরে তারা এ সংক্রান্ত সুবিধার অপেক্ষায় আছেন। দ্রুত কাজ শুরু হলে তারা উপকৃত হবেন। xyxy=(607,242,784,274)
article-byline: পূর্বের পৃষ্ঠার পর xyxy=(88,1817,140,1827)
article-paragraph: তবে তারা সতর্ক করে বলেছেন, দীর্ঘমেয়াদে এ দায়িত্ব প্রাতিষ্ঠানিক কাঠামোর মাধ্যমেই পালন করা উচিত। xyxy=(222,934,399,955)
article-paragraph: অন্যদিকে বিভিন্ন পেশাজীবী সংগঠনও নিজেদের দাবির কথা জানিয়েছে। xyxy=(800,440,986,462)
edition-badge xyxy=(176,30,210,64)
article-paragraph: প্রতিবেদন জমা দেওয়ার কথা রয়েছে। নির্ধারিত সময়ের মধ্যে কাজ শেষ করার নির্দেশ দেওয়া হয়েছে। xyxy=(415,89,591,110)
article-paragraph: বিভিন্ন সময়ে গঠিত তদন্ত কমিটির সুপারিশ বাস্তবায়ন না হওয়ায় পরিস্থিতির উন্নতি হয়নি বলে অভিযোগ রয়েছে। xyxy=(415,616,591,637)
article-paragraph: কমিশন সূত্র জানিয়েছে, সাবেক ১১ মন্ত্রী ও সংসদ সদস্যসহ মোট ৭১ জনের বিরুদ্ধে অনুসন্ধান কার্যক্রম পরিচালনার সিদ্ধান্ত নেওয়া হয়েছে। এর মধ্যে কয়েকজনের বিদেশে সম্পদ থাকার তথ্যও রয়েছে। xyxy=(22,691,206,734)
article-headline[interactable]: পুঁজিবাজার কারসাজির মূল হোতা সালমান xyxy=(415,223,591,269)
article-paragraph: নির্বাচন বিশ্লেষকরা মনে করেন, সংস্কার ছাড়া কেবল তারিখ ঘোষণা করে সমস্যার সমাধান হবে না। প্রয়োজন কাঠামোগত পরিবর্তন। xyxy=(222,376,399,409)
article-paragraph: স্থানীয় বাসিন্দারা বলছেন, পরিস্থিতি ধীরে ধীরে স্বাভাবিক হচ্ছে। দোকানপাট খুলতে শুরু করেছে। xyxy=(222,1114,399,1135)
article-paragraph: সব শেষে সংশ্লিষ্টরা আশা প্রকাশ করেছেন, পরিস্থিতি দ্রুত স্বাভাবিক হবে এবং উন্নয়ন কার্যক্রম গতি পাবে। xyxy=(607,819,784,840)
article-paragraph: নিরাপত্তা নিশ্চিত করার আহ্বান জানানো হয়েছে। বিভিন্ন সংগঠনের পক্ষ থেকে বলা হয়েছে, দেশের সব নাগরিকের সমান অধিকার নিশ্চিত করতে হবে। xyxy=(22,1479,206,1512)
column-4 xyxy=(600,88,793,1830)
article-byline: পূর্বের পৃষ্ঠার পর xyxy=(88,1462,140,1472)
article-paragraph: মানবাধিকার সংগঠনগুলোর পক্ষ থেকেও ঘটনাগুলোর নিরপেক্ষ তদন্ত দাবি করা হয়েছে। তারা বলছেন, রাষ্ট্রকে সব নাগরিকের নিরাপত্তা নিশ্চিত করতে হবে। xyxy=(22,1655,206,1687)
article-headline[interactable]: গুলিবিদ্ধ শিক্ষার্থীরা xyxy=(223,417,399,444)
article-paragraph: তৎপরতা শুরু করেছে দলটি। তৃণমূল পর্যায়ে কমিটি গঠনের উদ্যোগ নেওয়া হয়েছে বলে জানা গেছে। xyxy=(800,1396,986,1417)
article-paragraph: সংশ্লিষ্টরা আশা করছেন, আগামী অর্থবছরের শুরুতেই কাজ শুরু করা সম্ভব হবে। xyxy=(607,332,784,353)
article-paragraph: উন্নয়নকর্মীরা বলছেন, জনগণের অংশগ্রহণ নিশ্চিত করা গেলে প্রকল্প টেকসই হয়। xyxy=(607,436,784,458)
newspaper-logo: দেশ প্রতিক্ষণ xyxy=(1022,38,1178,74)
article-paragraph: তদন্ত কমিটি গঠনের বিষয়ে সিদ্ধান্ত হয়েছে। কমিটি ঘটনার বিস্তারিত পর্যালোচনা করে প্রতিবেদন দেবে বলে জানানো হয়েছে। xyxy=(22,1206,206,1227)
article-paragraph: বিশ্লেষকরা বলছেন, প্রভাবশালী মহলের চাপে অনেক সময় তদন্ত প্রতিবেদন আলোর মুখ দেখেনি। ফলে একই ঘটনা বারবার ঘটেছে। xyxy=(415,351,591,383)
article-paragraph: চোখে গুলিবিদ্ধ হয়ে দৃষ্টিশক্তি হারানোর ঝুঁকিতে রয়েছেন কয়েকজন শিক্ষার্থী। তাদের উন্নত চিকিৎসার পরামর্শ দেওয়া হয়েছে। xyxy=(222,526,399,558)
article-paragraph: বিনিয়োগকারীরা আশা করছেন, এসব উদ্যোগ বাস্তবায়িত হলে বাজারে স্থিতিশীলতা ফিরে আসবে। xyxy=(415,979,591,1000)
article-headline[interactable]: ছাত্র-জনতা নিজেদের xyxy=(223,709,399,736)
column-5 xyxy=(793,88,986,1830)
article-byline: পূর্বের পৃষ্ঠার পর xyxy=(88,1189,140,1199)
article-paragraph: মামলার এজাহারে বলা হয়েছে, আন্দোলন চলাকালে গুলিবর্ষণের ঘটনায় হতাহতের ঘটনা ঘটে। এ ঘটনায় দায়ীদের বিচার দাবি করা হয়েছে। xyxy=(22,1861,206,1893)
article-paragraph: এছাড়া বিদেশে পাচার হওয়া অর্থ ফেরত আনতে সংশ্লিষ্ট দেশগুলোর সঙ্গে যোগাযোগের উদ্যোগ নেওয়া হচ্ছে বলেও জানানো হয়েছে। xyxy=(22,1012,206,1044)
article-paragraph: চিকিৎসাধীন রয়েছেন। হাসপাতাল সূত্রে জানা গেছে, তাদের মধ্যে কয়েকজনের অবস্থা আশঙ্কাজনক। xyxy=(222,462,399,484)
article-paragraph: সূত্র জানায়, যাচাই-বাছাই কমিটি গঠন করে তালিকা পর্যালোচনা করা হবে। প্রমাণসাপেক্ষে নাম বাদ দেওয়া হবে। xyxy=(800,965,986,986)
